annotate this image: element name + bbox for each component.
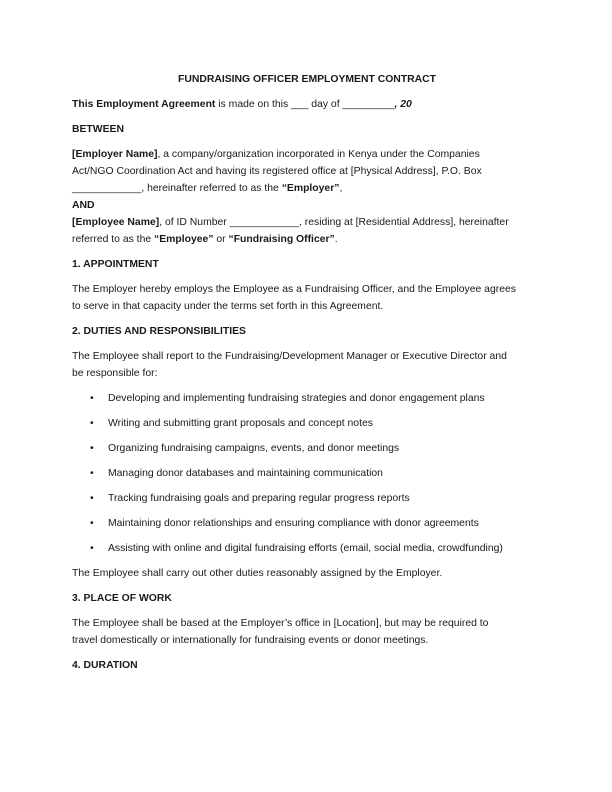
bullet-icon: • <box>90 418 94 429</box>
intro-text: is made on this ___ day of _________ <box>215 99 395 110</box>
list-item-text: Developing and implementing fundraising strategies and donor engagement plans <box>108 393 485 404</box>
list-item-text: Maintaining donor relationships and ensuring compliance with donor agreements <box>108 518 479 529</box>
fundraising-officer-label: “Fundraising Officer” <box>228 234 335 245</box>
employee-line-2-text: referred to as the <box>72 234 155 245</box>
employee-line-1-text: , of ID Number ____________, residing at [Residential Address], hereinafter <box>159 217 509 228</box>
section-1-paragraph <box>72 281 542 315</box>
section-4-heading: 4. DURATION <box>72 660 138 671</box>
bullet-icon: • <box>90 543 94 554</box>
list-item <box>72 465 542 482</box>
list-item-text: Organizing fundraising campaigns, events, and donor meetings <box>108 443 400 454</box>
employer-name: [Employer Name] <box>72 149 158 160</box>
section-3-paragraph <box>72 615 542 649</box>
intro-year: , 20 <box>394 99 412 110</box>
list-item <box>72 540 542 557</box>
employer-line-3-end: , <box>339 183 343 194</box>
bullet-icon: • <box>90 518 94 529</box>
employee-line-2 <box>72 231 542 248</box>
bullet-icon: • <box>90 468 94 479</box>
employee-name: [Employee Name] <box>72 217 160 228</box>
section-1-line-1: The Employer hereby employs the Employee as a Fundraising Officer, and the Employee agrees <box>72 284 516 295</box>
bullet-icon: • <box>90 443 94 454</box>
list-item-text: Writing and submitting grant proposals and concept notes <box>108 418 373 429</box>
section-3-line-2: travel domestically or internationally for fundraising events or donor meetings. <box>72 635 429 646</box>
list-item <box>72 515 542 532</box>
list-item <box>72 490 542 507</box>
duties-list <box>72 390 542 557</box>
contract-body <box>72 71 542 682</box>
list-item-text: Tracking fundraising goals and preparing regular progress reports <box>108 493 410 504</box>
section-2-heading: 2. DUTIES AND RESPONSIBILITIES <box>72 326 246 337</box>
section-2-paragraph <box>72 348 542 382</box>
bullet-icon: • <box>90 393 94 404</box>
employer-line-3 <box>72 180 542 197</box>
employee-or: or <box>213 234 229 245</box>
section-1-line-2: to serve in that capacity under the terms set forth in this Agreement. <box>72 301 384 312</box>
employer-line-3-text: ____________, hereinafter referred to as the <box>72 183 282 194</box>
employee-line-2-end: . <box>334 234 338 245</box>
intro-paragraph <box>72 96 542 113</box>
section-2-line-1: The Employee shall report to the Fundraising/Development Manager or Executive Director and <box>72 351 507 362</box>
employer-line-1 <box>72 146 542 163</box>
employer-paragraph <box>72 146 542 197</box>
employee-paragraph <box>72 214 542 248</box>
list-item <box>72 440 542 457</box>
employee-label: “Employee” <box>154 234 214 245</box>
employee-line-1 <box>72 214 542 231</box>
section-2-line-2: be responsible for: <box>72 368 158 379</box>
list-item-text: Managing donor databases and maintaining communication <box>108 468 383 479</box>
list-item <box>72 390 542 407</box>
bullet-icon: • <box>90 493 94 504</box>
employer-line-2: Act/NGO Coordination Act and having its registered office at [Physical Address], P.O. Box <box>72 166 482 177</box>
list-item-text: Assisting with online and digital fundraising efforts (email, social media, crowdfunding) <box>108 543 503 554</box>
document-title: FUNDRAISING OFFICER EMPLOYMENT CONTRACT <box>177 74 437 85</box>
employer-label: “Employer” <box>281 183 340 194</box>
intro-bold-lead: This Employment Agreement <box>72 99 216 110</box>
section-3-heading: 3. PLACE OF WORK <box>72 593 172 604</box>
section-2-closing: The Employee shall carry out other duties reasonably assigned by the Employer. <box>72 568 443 579</box>
between-heading: BETWEEN <box>72 124 124 135</box>
section-3-line-1: The Employee shall be based at the Employer’s office in [Location], but may be required to <box>72 618 489 629</box>
section-1-heading: 1. APPOINTMENT <box>72 259 159 270</box>
and-heading: AND <box>72 200 95 211</box>
employer-line-1-text: , a company/organization incorporated in Kenya under the Companies <box>157 149 480 160</box>
list-item <box>72 415 542 432</box>
